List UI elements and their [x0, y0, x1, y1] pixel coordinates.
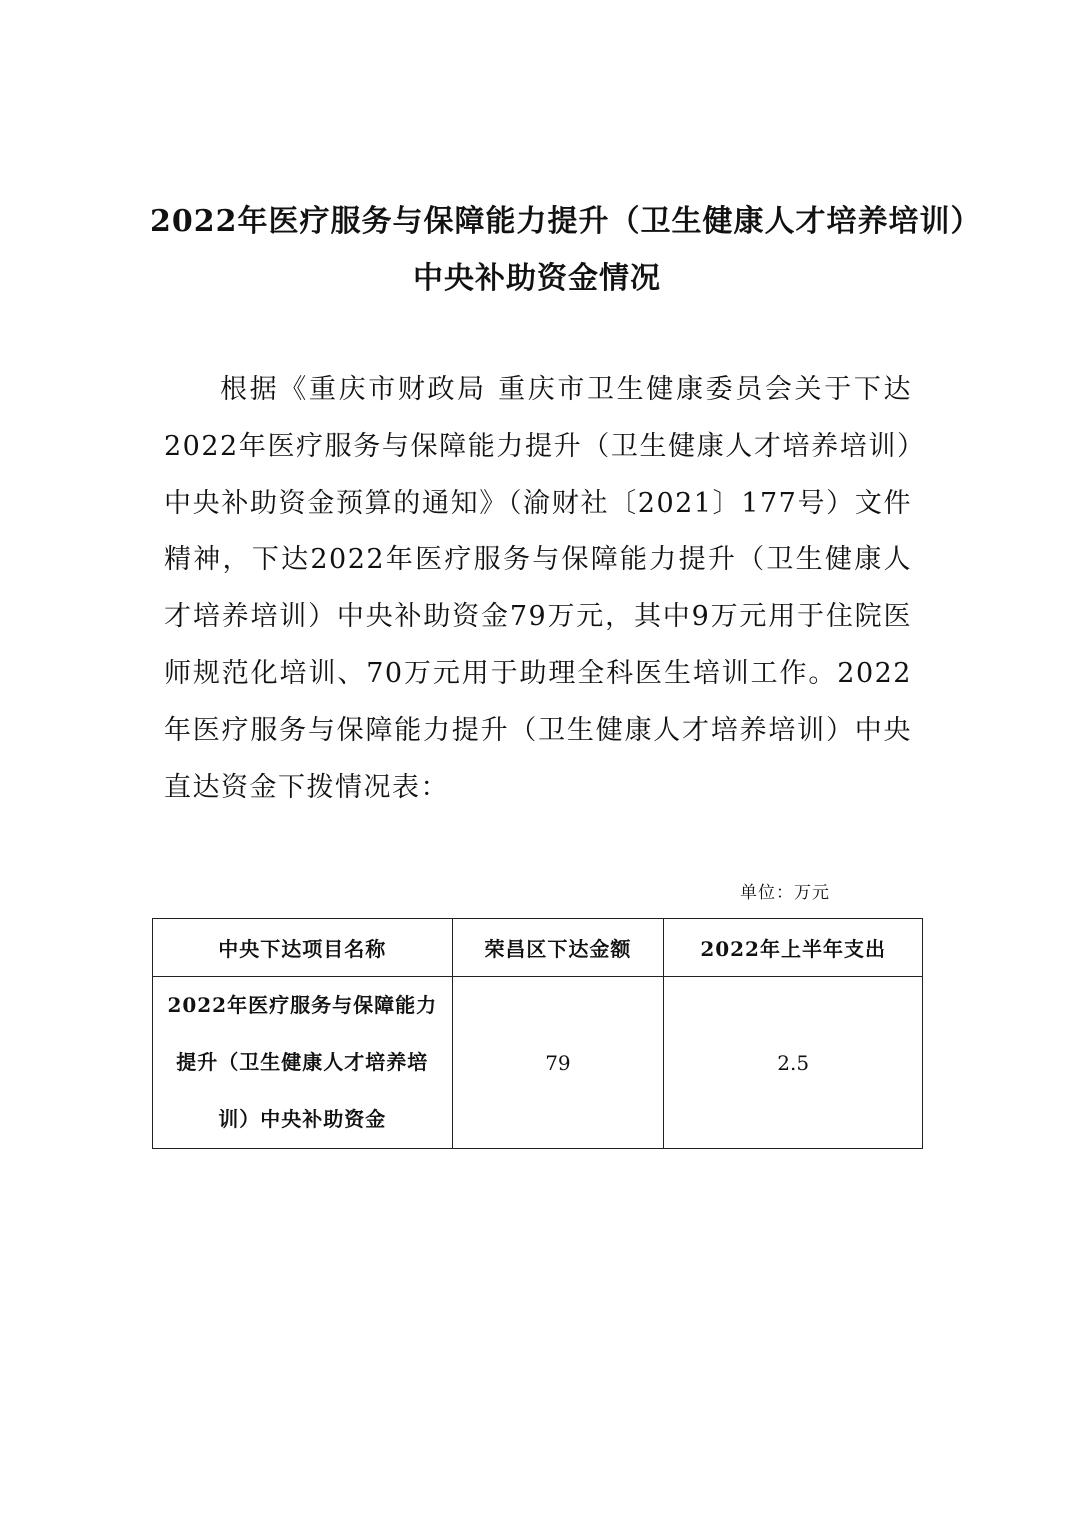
header-h1-expenditure: 2022年上半年支出: [664, 919, 923, 977]
unit-label: 单位：万元: [740, 883, 830, 903]
allocation-table: [152, 918, 923, 1149]
project-name-cell: 2022年医疗服务与保障能力提升（卫生健康人才培养培训）中央补助资金: [167, 993, 438, 1131]
document-title-line-2: 中央补助资金情况: [413, 261, 661, 296]
table-header-row: [153, 919, 923, 977]
body-paragraph: 根据《重庆市财政局 重庆市卫生健康委员会关于下达2022年医疗服务与保障能力提升（卫生健康人才培养培训）中央补助资金预算的通知》（渝财社〔2021〕177号）文件精神，下达2022年医疗服务与保障能力提升（卫生健康人才培养培训）中央补助资金79万元，其中9万元用于住院医师规范化培训、70万元用于助理全科医生培训工作。2022年医疗服务与保障能力提升（卫生健康人才培养培训）中央直达资金下拨情况表：: [164, 374, 912, 803]
table-row: [153, 977, 923, 1149]
header-project-name: 中央下达项目名称: [153, 919, 453, 977]
expenditure-cell: 2.5: [664, 977, 923, 1149]
header-allocated-amount: 荣昌区下达金额: [452, 919, 664, 977]
allocated-amount-cell: 79: [452, 977, 664, 1149]
document-title-line-1: 2022年医疗服务与保障能力提升（卫生健康人才培养培训）: [150, 204, 982, 239]
